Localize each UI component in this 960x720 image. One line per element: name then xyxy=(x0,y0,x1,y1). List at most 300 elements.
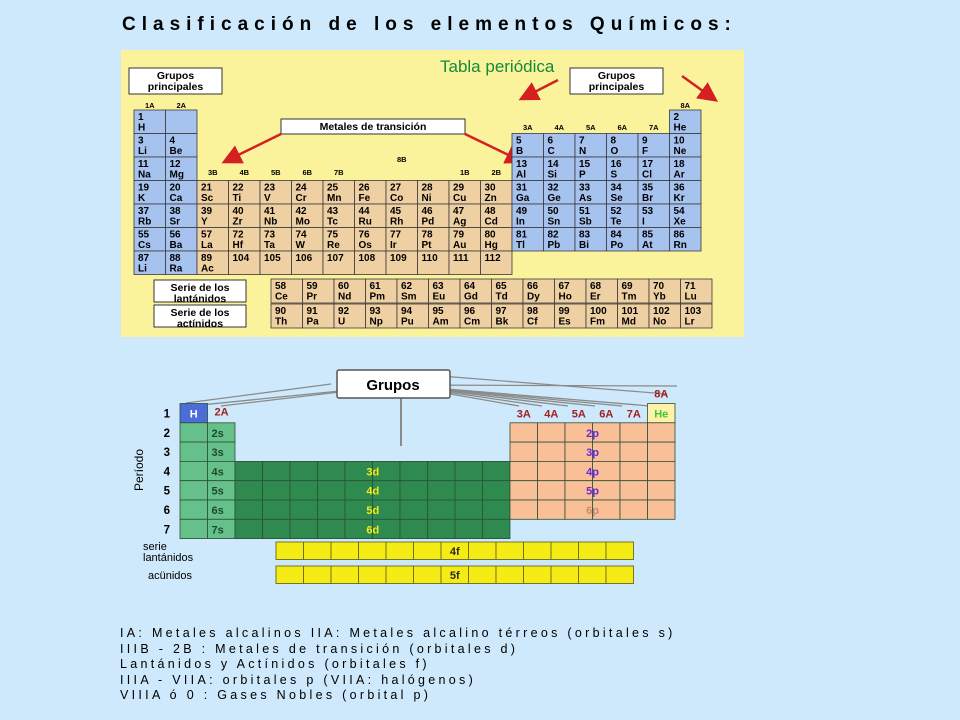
element-number: 37 xyxy=(138,206,150,217)
element-cell xyxy=(166,157,198,181)
d-label: 4d xyxy=(366,485,380,498)
element-number: 63 xyxy=(432,281,444,292)
element-symbol: Cd xyxy=(484,216,498,228)
p-cell xyxy=(538,423,566,442)
f-cell xyxy=(304,566,332,584)
element-number: 75 xyxy=(327,229,339,241)
element-number: 29 xyxy=(453,182,465,194)
element-symbol: Pb xyxy=(547,240,561,251)
element-symbol: Ho xyxy=(558,291,572,303)
d-cell xyxy=(400,461,428,480)
d-cell xyxy=(483,500,511,519)
f-cell xyxy=(359,542,387,560)
d-cell xyxy=(263,519,291,538)
element-symbol: Xe xyxy=(673,216,686,228)
element-cell xyxy=(229,251,261,275)
element-symbol: Tm xyxy=(621,291,637,303)
element-cell xyxy=(670,157,702,181)
element-number: 92 xyxy=(338,306,350,317)
element-symbol: Td xyxy=(495,291,508,303)
element-symbol: Nb xyxy=(264,216,278,228)
f-cell xyxy=(579,566,607,584)
element-number: 81 xyxy=(516,229,528,241)
element-symbol: Os xyxy=(358,240,372,251)
element-cell xyxy=(292,228,324,252)
element-number: 1 xyxy=(138,112,144,123)
element-number: 33 xyxy=(579,182,591,194)
d-cell xyxy=(290,500,318,519)
element-number: 43 xyxy=(327,206,339,217)
element-cell xyxy=(575,181,607,205)
element-cell xyxy=(555,279,587,303)
element-symbol: Zn xyxy=(484,193,497,204)
element-symbol: P xyxy=(579,169,586,181)
element-number: 23 xyxy=(264,182,276,194)
element-number: 19 xyxy=(138,182,150,194)
element-number: 105 xyxy=(264,253,281,264)
element-symbol: Ba xyxy=(169,240,183,251)
element-cell xyxy=(166,251,198,275)
element-cell xyxy=(449,181,481,205)
group-label: 4A xyxy=(554,123,565,132)
period-number: 7 xyxy=(163,524,170,537)
d-cell xyxy=(428,461,456,480)
element-cell xyxy=(670,110,702,134)
group-label: 7B xyxy=(333,168,344,177)
f-cell xyxy=(414,566,442,584)
s-label: 3s xyxy=(211,447,224,460)
element-number: 89 xyxy=(201,253,213,264)
element-cell xyxy=(366,279,398,303)
element-cell xyxy=(492,279,524,303)
s-label: 7s xyxy=(211,524,224,537)
element-symbol: Dy xyxy=(527,291,540,303)
f-cell xyxy=(276,542,304,560)
element-number: 30 xyxy=(484,182,496,194)
element-cell xyxy=(618,304,650,328)
element-symbol: Bi xyxy=(579,240,589,251)
element-number: 45 xyxy=(390,206,402,217)
element-cell xyxy=(260,251,292,275)
element-number: 59 xyxy=(306,281,318,292)
group-label: 8B xyxy=(396,155,407,164)
element-number: 20 xyxy=(169,182,181,194)
f-label: 5f xyxy=(449,570,460,582)
element-symbol: C xyxy=(547,146,555,157)
element-symbol: Fm xyxy=(590,316,605,328)
element-symbol: Ga xyxy=(516,193,530,204)
element-symbol: Cf xyxy=(527,316,538,328)
element-cell xyxy=(670,181,702,205)
element-symbol: He xyxy=(673,122,687,134)
element-number: 22 xyxy=(232,182,244,194)
element-symbol: Li xyxy=(138,146,147,157)
p-label: 4p xyxy=(586,466,599,479)
periodic-table-panel xyxy=(121,50,744,337)
grupos-principales-left-text: principales xyxy=(147,81,204,93)
element-number: 83 xyxy=(579,229,591,241)
element-cell xyxy=(460,279,492,303)
element-number: 64 xyxy=(464,281,476,292)
f-cell xyxy=(524,566,552,584)
element-number: 73 xyxy=(264,229,276,241)
element-number: 15 xyxy=(579,159,591,170)
element-cell xyxy=(134,110,166,134)
element-cell xyxy=(492,304,524,328)
element-cell xyxy=(544,134,576,158)
element-symbol: Pa xyxy=(306,316,319,328)
element-symbol: Br xyxy=(642,193,654,204)
element-number: 49 xyxy=(516,206,528,217)
f-cell xyxy=(331,566,359,584)
note-line: Lantánidos y Actínidos (orbitales f) xyxy=(120,657,430,671)
element-symbol: K xyxy=(138,193,146,204)
element-cell xyxy=(555,304,587,328)
note-line: IA: Metales alcalinos IIA: Metales alcalino térreos (orbitales s) xyxy=(120,626,676,640)
element-number: 2 xyxy=(673,112,680,123)
element-cell xyxy=(386,251,418,275)
f-cell xyxy=(606,542,634,560)
element-number: 100 xyxy=(590,306,607,317)
element-cell xyxy=(366,304,398,328)
group-label: 4B xyxy=(239,168,250,177)
element-symbol: Hf xyxy=(232,240,244,251)
element-number: 32 xyxy=(547,182,559,194)
element-number: 17 xyxy=(642,159,654,170)
element-symbol: O xyxy=(610,146,619,157)
element-number: 34 xyxy=(610,182,622,194)
element-symbol: Yb xyxy=(653,291,666,303)
element-number: 24 xyxy=(295,182,307,194)
grupos-principales-right-text: principales xyxy=(588,81,645,93)
element-cell xyxy=(323,204,355,228)
element-symbol: H xyxy=(138,122,146,134)
element-cell xyxy=(460,304,492,328)
element-cell xyxy=(544,157,576,181)
group-label-2a: 2A xyxy=(214,406,229,419)
element-cell xyxy=(166,134,198,158)
element-cell xyxy=(260,181,292,205)
element-symbol: Sc xyxy=(201,193,214,204)
element-number: 84 xyxy=(610,229,622,241)
f-cell xyxy=(469,542,497,560)
element-cell xyxy=(229,181,261,205)
element-cell xyxy=(323,181,355,205)
element-number: 16 xyxy=(610,159,622,170)
element-cell xyxy=(418,181,450,205)
element-number: 78 xyxy=(421,229,433,241)
element-symbol: Mg xyxy=(169,169,184,181)
element-cell xyxy=(586,304,618,328)
grupos-principales-right xyxy=(570,68,663,94)
actinidos-label: acünidos xyxy=(148,570,193,582)
element-cell xyxy=(638,181,670,205)
element-number: 28 xyxy=(421,182,433,194)
element-cell xyxy=(229,204,261,228)
element-cell xyxy=(134,204,166,228)
element-number: 69 xyxy=(621,281,633,292)
element-symbol: Es xyxy=(558,316,571,328)
element-number: 91 xyxy=(306,306,318,317)
element-number: 86 xyxy=(673,229,685,241)
p-label: 2p xyxy=(586,427,599,440)
d-cell xyxy=(483,519,511,538)
element-number: 97 xyxy=(495,306,507,317)
element-number: 9 xyxy=(642,135,648,147)
element-number: 77 xyxy=(390,229,402,241)
element-cell xyxy=(481,181,513,205)
element-cell xyxy=(670,204,702,228)
element-symbol: At xyxy=(642,240,653,251)
p-cell xyxy=(620,500,648,519)
d-cell xyxy=(318,461,346,480)
element-cell xyxy=(134,181,166,205)
element-number: 26 xyxy=(358,182,370,194)
element-number: 108 xyxy=(358,253,376,264)
element-number: 42 xyxy=(295,206,307,217)
element-symbol: Y xyxy=(201,216,208,228)
element-cell xyxy=(681,279,713,303)
period-number: 5 xyxy=(163,485,170,498)
d-cell xyxy=(483,461,511,480)
element-number: 31 xyxy=(516,182,528,194)
p-cell xyxy=(620,461,648,480)
element-cell xyxy=(607,204,639,228)
element-symbol: Rh xyxy=(390,216,404,228)
element-cell xyxy=(303,304,335,328)
element-symbol: Li xyxy=(138,263,147,275)
grupos-principales-right-text: Grupos xyxy=(597,70,636,82)
element-cell xyxy=(292,204,324,228)
element-number: 107 xyxy=(327,253,344,264)
element-number: 41 xyxy=(264,206,276,217)
element-cell xyxy=(544,228,576,252)
d-cell xyxy=(455,500,483,519)
element-number: 58 xyxy=(275,281,287,292)
group-label: 6B xyxy=(302,168,313,177)
d-cell xyxy=(290,481,318,500)
group-label-p: 3A xyxy=(516,408,531,421)
element-symbol: No xyxy=(653,316,667,328)
d-cell xyxy=(235,461,263,480)
group-label: 5A xyxy=(585,123,596,132)
element-cell xyxy=(197,181,229,205)
element-cell xyxy=(134,228,166,252)
element-cell xyxy=(197,228,229,252)
element-symbol: Mn xyxy=(327,193,342,204)
element-number: 8 xyxy=(610,135,617,147)
element-symbol: Ne xyxy=(673,146,687,157)
element-number: 11 xyxy=(138,159,149,170)
element-symbol: B xyxy=(516,146,524,157)
element-number: 50 xyxy=(547,206,559,217)
element-cell xyxy=(449,251,481,275)
element-cell xyxy=(271,279,303,303)
group-label-p: 5A xyxy=(571,408,586,421)
note-line: VIIIA ó 0 : Gases Nobles (orbital p) xyxy=(120,688,432,702)
element-number: 14 xyxy=(547,159,559,170)
f-cell xyxy=(551,566,579,584)
element-cell xyxy=(166,204,198,228)
red-arrow xyxy=(523,80,558,98)
element-cell xyxy=(418,228,450,252)
s-cell xyxy=(180,519,208,538)
element-symbol: As xyxy=(579,193,592,204)
d-cell xyxy=(235,519,263,538)
element-symbol: Rb xyxy=(138,216,152,228)
element-number: 10 xyxy=(673,135,685,147)
f-cell xyxy=(386,566,414,584)
element-number: 62 xyxy=(401,281,413,292)
element-symbol: Re xyxy=(327,240,340,251)
group-label: 5B xyxy=(270,168,281,177)
element-cell xyxy=(386,181,418,205)
lantanidos-label-text: Serie de los xyxy=(170,282,230,294)
orbital-blocks-figure xyxy=(121,366,744,590)
element-symbol: Pt xyxy=(421,240,432,251)
period-number: 4 xyxy=(163,466,170,479)
element-cell xyxy=(355,181,387,205)
element-symbol: Eu xyxy=(432,291,446,303)
element-cell xyxy=(197,251,229,275)
element-cell xyxy=(638,134,670,158)
element-number: 12 xyxy=(169,159,181,170)
element-symbol: Ce xyxy=(275,291,288,303)
element-number: 95 xyxy=(432,306,444,317)
period-number: 3 xyxy=(163,447,170,460)
grupos-title: Grupos xyxy=(366,377,420,394)
element-symbol: Pr xyxy=(306,291,318,303)
element-number: 71 xyxy=(684,281,696,292)
element-symbol: Cs xyxy=(138,240,151,251)
d-cell xyxy=(455,481,483,500)
element-cell xyxy=(397,304,429,328)
element-cell xyxy=(292,251,324,275)
d-cell xyxy=(455,519,483,538)
element-cell xyxy=(586,279,618,303)
grupos-principales-left xyxy=(129,68,222,94)
element-number: 3 xyxy=(138,135,144,147)
element-symbol: Pm xyxy=(369,291,386,303)
metales-transicion-label xyxy=(281,119,465,134)
element-number: 79 xyxy=(453,229,465,241)
element-symbol: Mo xyxy=(295,216,310,228)
element-cell xyxy=(575,204,607,228)
element-symbol: Sb xyxy=(579,216,592,228)
element-symbol: Si xyxy=(547,169,557,181)
element-cell xyxy=(512,204,544,228)
d-cell xyxy=(400,481,428,500)
element-cell xyxy=(134,134,166,158)
s-cell xyxy=(180,442,208,461)
page-title: Clasificación de los elementos Químicos: xyxy=(122,14,737,35)
d-cell xyxy=(290,461,318,480)
group-label: 1A xyxy=(144,101,155,110)
element-symbol: Ra xyxy=(169,263,183,275)
element-cell xyxy=(397,279,429,303)
element-number: 106 xyxy=(295,253,313,264)
element-cell xyxy=(429,304,461,328)
p-cell xyxy=(510,481,538,500)
element-cell xyxy=(575,228,607,252)
group-label-p: 4A xyxy=(544,408,559,421)
element-number: 66 xyxy=(527,281,539,292)
element-number: 67 xyxy=(558,281,570,292)
element-cell xyxy=(229,228,261,252)
f-cell xyxy=(414,542,442,560)
element-number: 5 xyxy=(516,135,522,147)
periodic-table-figure xyxy=(121,50,744,337)
f-cell xyxy=(331,542,359,560)
element-number: 18 xyxy=(673,159,685,170)
p-label: 6p xyxy=(586,505,599,517)
group-label-p: 7A xyxy=(626,408,641,421)
element-cell xyxy=(544,204,576,228)
element-symbol: Cr xyxy=(295,193,307,204)
element-cell xyxy=(481,228,513,252)
element-cell xyxy=(544,181,576,205)
element-cell xyxy=(449,228,481,252)
s-cell xyxy=(180,481,208,500)
element-number: 60 xyxy=(338,281,350,292)
element-symbol: Am xyxy=(432,316,449,328)
element-number: 27 xyxy=(390,182,402,194)
element-cell xyxy=(449,204,481,228)
element-symbol: I xyxy=(642,216,645,228)
element-symbol: Ac xyxy=(201,263,214,275)
group-label: 6A xyxy=(617,123,628,132)
element-cell xyxy=(418,204,450,228)
element-symbol: S xyxy=(610,169,618,181)
element-cell xyxy=(481,204,513,228)
f-label: 4f xyxy=(449,546,460,558)
serie-label: serie xyxy=(143,541,167,553)
element-symbol: Tl xyxy=(516,240,525,251)
element-symbol: Ca xyxy=(169,193,183,204)
element-number: 48 xyxy=(484,206,496,217)
element-cell xyxy=(575,157,607,181)
p-cell xyxy=(620,442,648,461)
element-cell xyxy=(418,251,450,275)
element-symbol: In xyxy=(516,216,525,228)
element-number: 76 xyxy=(358,229,370,241)
element-number: 111 xyxy=(453,253,469,264)
group-label: 3A xyxy=(522,123,533,132)
d-cell xyxy=(318,519,346,538)
element-symbol: Po xyxy=(610,240,624,251)
d-cell xyxy=(400,519,428,538)
element-symbol: Lu xyxy=(684,291,697,303)
d-cell xyxy=(428,481,456,500)
element-number: 99 xyxy=(558,306,570,317)
element-number: 90 xyxy=(275,306,287,317)
element-symbol: Md xyxy=(621,316,636,328)
periodo-label: Período xyxy=(132,448,146,492)
element-number: 102 xyxy=(653,306,670,317)
element-symbol: Pd xyxy=(421,216,435,228)
element-number: 51 xyxy=(579,206,591,217)
element-cell xyxy=(355,204,387,228)
element-number: 52 xyxy=(610,206,622,217)
element-symbol: Sm xyxy=(401,291,417,303)
p-cell xyxy=(510,461,538,480)
element-cell xyxy=(386,204,418,228)
element-cell xyxy=(166,181,198,205)
p-cell xyxy=(510,423,538,442)
element-symbol: Be xyxy=(169,146,183,157)
element-symbol: Ni xyxy=(421,193,432,204)
f-cell xyxy=(496,566,524,584)
